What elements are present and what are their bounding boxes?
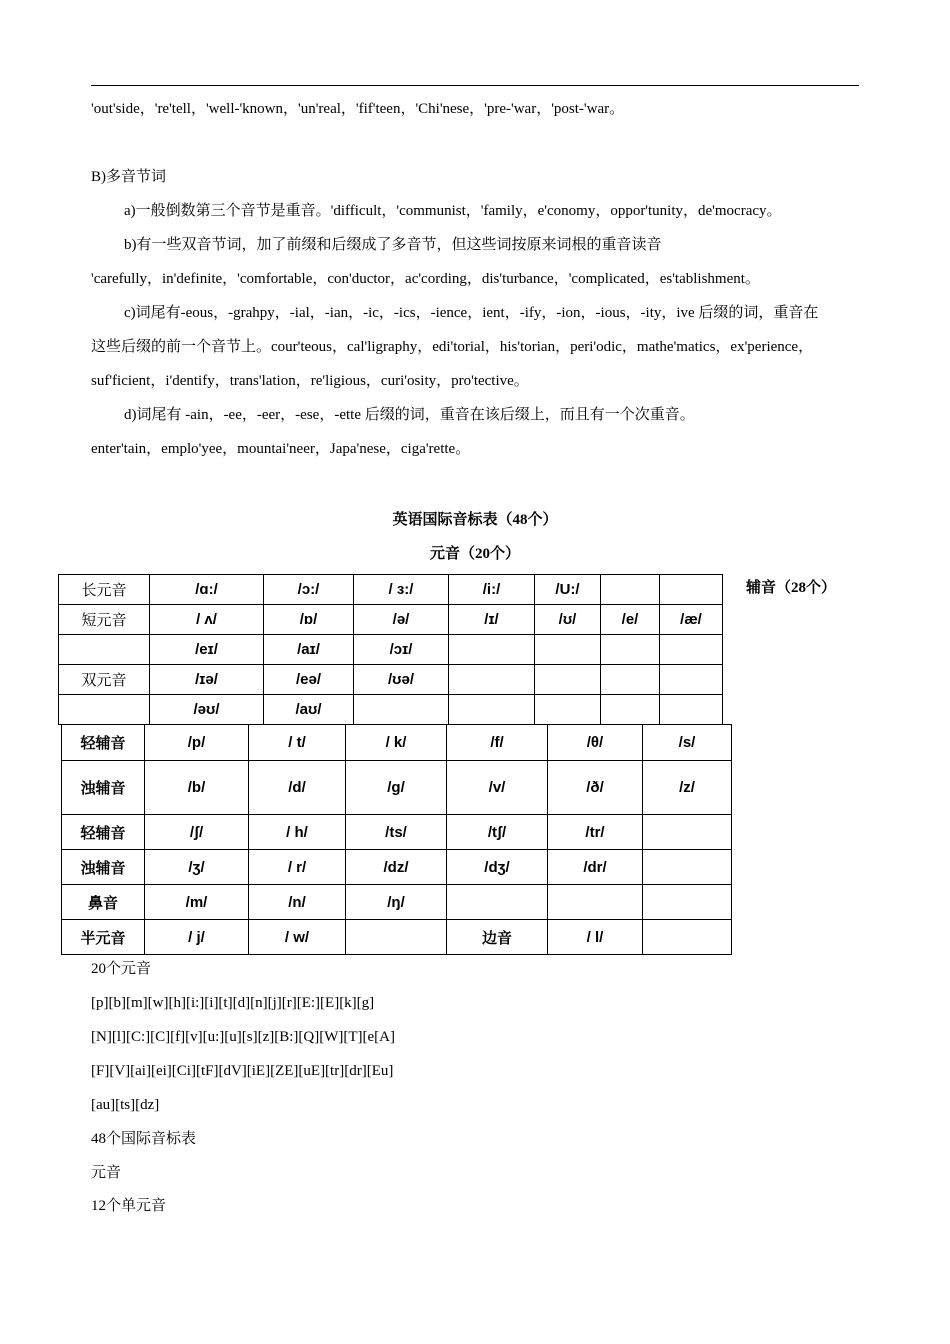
note-48-symbols: 48个国际音标表 [91, 1131, 197, 1147]
phoneme-cell: /ɪə/ [150, 665, 264, 695]
phoneme-cell [643, 850, 732, 885]
row-label: 轻辅音 [62, 725, 145, 761]
table-row [62, 761, 732, 815]
phoneme-cell: /aʊ/ [264, 695, 354, 725]
phoneme-cell [354, 695, 449, 725]
phoneme-cell: /g/ [346, 761, 447, 815]
paragraph-rule-b: b)有一些双音节词，加了前缀和后缀成了多音节，但这些词按原来词根的重音读音 [124, 237, 662, 253]
table-row [59, 635, 723, 665]
phoneme-cell: /z/ [643, 761, 732, 815]
phoneme-cell: /ʒ/ [145, 850, 249, 885]
phoneme-cell: /ɪ/ [449, 605, 535, 635]
table-row [62, 885, 732, 920]
vowel-table [58, 574, 723, 725]
symbol-line: [au][ts][dz] [91, 1097, 160, 1113]
paragraph-rule-c-examples-1: 这些后缀的前一个音节上。cour'teous，cal'ligraphy，edi'torial，his'torian，peri'odic，mathe'matics，ex'perience， [91, 339, 814, 355]
phoneme-cell: /eɪ/ [150, 635, 264, 665]
phoneme-cell [601, 695, 660, 725]
phoneme-cell: /ɔ:/ [264, 575, 354, 605]
phoneme-cell: /ɑ:/ [150, 575, 264, 605]
phoneme-cell [449, 635, 535, 665]
phoneme-cell [535, 635, 601, 665]
table-row [62, 815, 732, 850]
phoneme-cell: /U:/ [535, 575, 601, 605]
phoneme-cell: / l/ [548, 920, 643, 955]
phoneme-cell [548, 885, 643, 920]
phoneme-cell: /ʊ/ [535, 605, 601, 635]
paragraph-rule-d: d)词尾有 -ain，-ee，-eer，-ese，-ette 后缀的词，重音在该后缀上，而且有一个次重音。 [124, 407, 695, 423]
phoneme-cell: / h/ [249, 815, 346, 850]
phoneme-cell: /n/ [249, 885, 346, 920]
phoneme-cell: /tr/ [548, 815, 643, 850]
paragraph-rule-c: c)词尾有-eous，-grahpy，-ial，-ian，-ic，-ics，-ience，ient，-ify，-ion，-ious，-ity，ive 后缀的词，重音在 [124, 305, 819, 321]
table-row [62, 725, 732, 761]
phoneme-cell: / w/ [249, 920, 346, 955]
phoneme-cell [660, 635, 723, 665]
row-label: 轻辅音 [62, 815, 145, 850]
phoneme-cell: /e/ [601, 605, 660, 635]
phoneme-cell [601, 635, 660, 665]
phoneme-cell: / k/ [346, 725, 447, 761]
phoneme-cell: / r/ [249, 850, 346, 885]
table-row [59, 605, 723, 635]
row-label: 长元音 [59, 575, 150, 605]
phoneme-cell: /eə/ [264, 665, 354, 695]
phoneme-cell: /aɪ/ [264, 635, 354, 665]
phoneme-cell: /p/ [145, 725, 249, 761]
note-vowels: 元音 [91, 1165, 122, 1181]
symbol-line: [N][l][C:][C][f][v][u:][u][s][z][B:][Q][W][T][e[A] [91, 1029, 395, 1045]
consonant-table [61, 724, 732, 955]
phoneme-cell [346, 920, 447, 955]
phoneme-cell: /dr/ [548, 850, 643, 885]
phoneme-cell: /tʃ/ [447, 815, 548, 850]
phoneme-cell: /æ/ [660, 605, 723, 635]
phoneme-cell [643, 815, 732, 850]
phoneme-cell: /θ/ [548, 725, 643, 761]
phoneme-cell: /i:/ [449, 575, 535, 605]
consonant-section-title: 辅音（28个） [746, 580, 837, 596]
phoneme-cell: /ə/ [354, 605, 449, 635]
phoneme-cell [601, 575, 660, 605]
row-label: 边音 [447, 920, 548, 955]
phoneme-cell: /s/ [643, 725, 732, 761]
phoneme-cell: /ð/ [548, 761, 643, 815]
paragraph-monosyllable-examples: 'out'side，'re'tell，'well-'known，'un'real，'fif'teen，'Chi'nese，'pre-'war，'post-'war。 [91, 101, 625, 117]
row-label [59, 695, 150, 725]
vowel-section-title: 元音（20个） [429, 546, 520, 562]
phoneme-cell: / t/ [249, 725, 346, 761]
phoneme-cell [535, 665, 601, 695]
phoneme-cell: /əʊ/ [150, 695, 264, 725]
phoneme-cell: /ɒ/ [264, 605, 354, 635]
table-row [59, 665, 723, 695]
phoneme-cell: /ʃ/ [145, 815, 249, 850]
paragraph-rule-d-examples: enter'tain，emplo'yee，mountai'neer，Japa'nese，ciga'rette。 [91, 441, 471, 457]
phoneme-cell [449, 665, 535, 695]
phoneme-cell: /m/ [145, 885, 249, 920]
table-row [59, 695, 723, 725]
row-label: 双元音 [59, 665, 150, 695]
phoneme-cell [449, 695, 535, 725]
paragraph-rule-b-examples: 'carefully，in'definite，'comfortable，con'ductor，ac'cording，dis'turbance，'complicated，es'tablishment。 [91, 271, 760, 287]
phoneme-cell: /ʊə/ [354, 665, 449, 695]
phoneme-cell: /d/ [249, 761, 346, 815]
phoneme-cell: /dʒ/ [447, 850, 548, 885]
note-12-monophthongs: 12个单元音 [91, 1198, 167, 1214]
phoneme-cell: /ŋ/ [346, 885, 447, 920]
phoneme-cell: / ʌ/ [150, 605, 264, 635]
phoneme-cell [643, 885, 732, 920]
heading-polysyllable: B)多音节词 [91, 169, 167, 185]
phoneme-cell: / j/ [145, 920, 249, 955]
note-twenty-vowels: 20个元音 [91, 961, 152, 977]
phoneme-cell [660, 575, 723, 605]
phoneme-cell [535, 695, 601, 725]
phoneme-cell: /v/ [447, 761, 548, 815]
phoneme-cell: /ɔɪ/ [354, 635, 449, 665]
phoneme-cell: /dz/ [346, 850, 447, 885]
phoneme-cell [643, 920, 732, 955]
top-rule [91, 85, 859, 86]
row-label: 半元音 [62, 920, 145, 955]
row-label [59, 635, 150, 665]
phoneme-cell [660, 665, 723, 695]
phoneme-cell: /ts/ [346, 815, 447, 850]
row-label: 浊辅音 [62, 761, 145, 815]
phoneme-cell [601, 665, 660, 695]
table-row [62, 850, 732, 885]
paragraph-rule-a: a)一般倒数第三个音节是重音。'difficult，'communist，'family，e'conomy，oppor'tunity，de'mocracy。 [124, 203, 782, 219]
phoneme-cell: /b/ [145, 761, 249, 815]
row-label: 鼻音 [62, 885, 145, 920]
phoneme-cell: / ɜ:/ [354, 575, 449, 605]
symbol-line: [F][V][ai][ei][Ci][tF][dV][iE][ZE][uE][tr][dr][Eu] [91, 1063, 394, 1079]
table-row [62, 920, 732, 955]
paragraph-rule-c-examples-2: suf'ficient，i'dentify，trans'lation，re'ligious，curi'osity，pro'tective。 [91, 373, 529, 389]
phoneme-cell [447, 885, 548, 920]
symbol-line: [p][b][m][w][h][i:][i][t][d][n][j][r][E:][E][k][g] [91, 995, 375, 1011]
row-label: 短元音 [59, 605, 150, 635]
phonetic-table-title: 英语国际音标表（48个） [392, 512, 558, 528]
phoneme-cell [660, 695, 723, 725]
table-row [59, 575, 723, 605]
phoneme-cell: /f/ [447, 725, 548, 761]
row-label: 浊辅音 [62, 850, 145, 885]
